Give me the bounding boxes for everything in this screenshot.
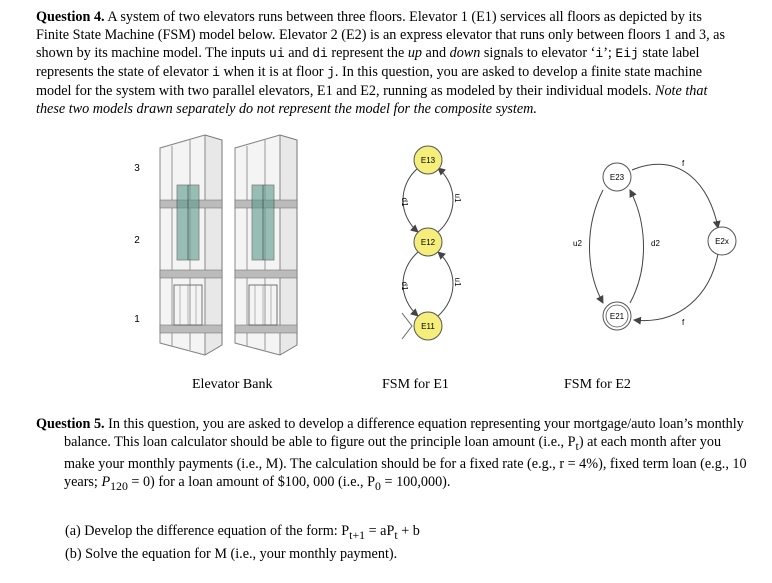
q5-text-2: ) at each month after you make your monthly payments (i.e., M). The calculation should be for a fixed rate (e.g., r = 4%), fixed term loan (e.g., 10 years; xyxy=(64,434,747,490)
elevator-shaft-2 xyxy=(235,135,297,355)
part-b: (b) Solve the equation for M (i.e., your monthly payment). xyxy=(65,545,398,562)
e1-transition-12-13 xyxy=(438,168,453,232)
caption-fsm-e1: FSM for E1 xyxy=(382,377,449,392)
part-a xyxy=(65,522,420,545)
q5-sub-0: 0 xyxy=(375,478,381,493)
e2-state-e2x-label: E2x xyxy=(715,237,729,246)
q4-note: Note that these two models drawn separately do not represent the model for the composite system. xyxy=(36,83,708,117)
q5-sub-120: 120 xyxy=(110,478,128,493)
q5-text-1: In this question, you are asked to develop a difference equation representing your mortgage/auto loan’s monthly balance. This loan calculator should be able to figure out the principle loan amount (i.e., P xyxy=(64,416,744,450)
e1-state-e12-label: E12 xyxy=(420,238,436,247)
part-a-sub-1: t+1 xyxy=(349,527,366,542)
e2-transition-2x-21 xyxy=(634,254,718,321)
e1-label-u1-bottom: d1 xyxy=(400,281,409,291)
part-a-post: + b xyxy=(397,523,420,539)
q4-eij: Eij xyxy=(615,46,639,61)
caption-fsm-e2: FSM for E2 xyxy=(564,377,631,392)
q5-text-4: = 100,000). xyxy=(380,473,451,490)
q4-i1: i xyxy=(595,46,604,61)
e1-label-d1-bottom: u1 xyxy=(453,277,462,287)
e2-label-d2: d2 xyxy=(651,239,660,248)
q5-sub-t: t xyxy=(575,438,579,453)
e1-state-e13-label: E13 xyxy=(420,156,436,165)
part-a-sub-2: t xyxy=(394,527,398,542)
q4-i2: i xyxy=(212,65,220,80)
q4-up: up xyxy=(407,45,422,61)
e2-label-f-bottom: f xyxy=(682,318,685,327)
q4-input-ui: ui xyxy=(269,46,285,61)
e2-transition-23-2x xyxy=(632,164,718,228)
q5-p120: P xyxy=(101,473,111,490)
part-a-mid: = aP xyxy=(365,523,395,539)
q5-text-3: = 0) for a loan amount of $100, 000 (i.e., P xyxy=(127,473,376,490)
q4-text-and2: and xyxy=(422,45,450,61)
q4-text-5: state label represents the state of elevator xyxy=(36,45,700,80)
q4-text-6: when it is at floor xyxy=(219,64,328,80)
e1-state-e11-label: E11 xyxy=(421,322,435,331)
question-4-label: Question 4. xyxy=(36,9,105,25)
e2-state-e23-label: E23 xyxy=(609,173,625,182)
elevator-shaft-1 xyxy=(160,135,222,355)
question-5-parts xyxy=(65,522,420,564)
e2-state-e21-label: E21 xyxy=(609,312,625,321)
q4-input-di: di xyxy=(312,46,328,61)
e2-label-f-top: f xyxy=(682,159,685,168)
question-5 xyxy=(36,415,748,495)
part-a-text: (a) Develop the difference equation of the form: P xyxy=(65,523,350,539)
q4-text-7: . In this question, you are asked to develop a finite state machine model for the system with two parallel elevators, E1 and E2, running as modeled by their individual models. xyxy=(36,64,703,99)
floor-label-3: 3 xyxy=(134,163,140,174)
question-5-body xyxy=(36,415,748,495)
q4-text-2: represent the xyxy=(327,45,408,61)
fsm-e1 xyxy=(400,146,462,340)
q4-j: j xyxy=(327,65,335,80)
q4-text-4: ’; xyxy=(603,45,616,61)
floor-label-2: 2 xyxy=(134,235,140,246)
e2-label-u2: u2 xyxy=(573,239,582,248)
question-5-label: Question 5. xyxy=(36,416,105,432)
fsm-e2 xyxy=(573,159,736,330)
floor-label-1: 1 xyxy=(134,314,140,325)
caption-elevator-bank: Elevator Bank xyxy=(192,377,273,392)
q4-text-3: signals to elevator ‘ xyxy=(480,45,596,61)
q4-down: down xyxy=(449,45,481,61)
e1-label-u1-top: d1 xyxy=(400,197,409,207)
e2-transition-21-23 xyxy=(630,190,644,303)
q4-text-and: and xyxy=(284,45,313,61)
e1-label-d1-top: u1 xyxy=(453,193,462,203)
e2-transition-23-21 xyxy=(590,190,604,303)
q4-text-1: A system of two elevators runs between three floors. Elevator 1 (E1) services all floors as depicted by its Finite State Machine (FSM) model below. Elevator 2 (E2) is an express elevator that runs only between floors 1 and 3, as shown by its machine model. The inputs xyxy=(36,9,725,61)
e1-transition-11-12 xyxy=(438,252,453,316)
e1-initial-arrow xyxy=(402,313,412,339)
